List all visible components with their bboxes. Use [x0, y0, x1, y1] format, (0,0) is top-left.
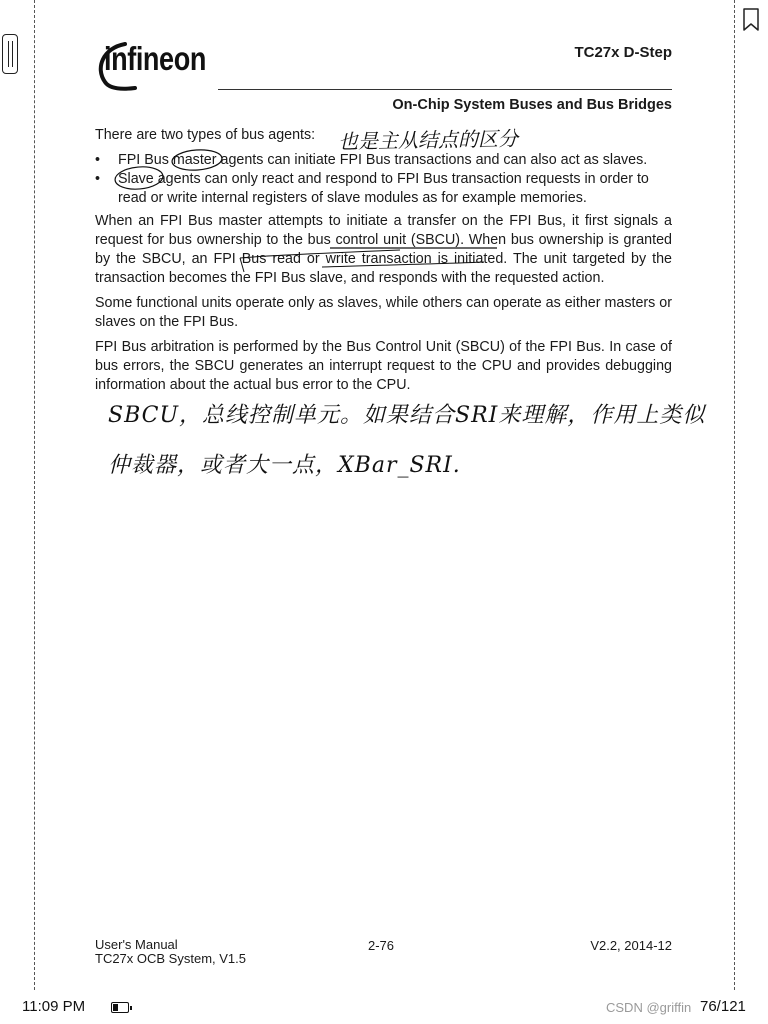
document-body — [95, 126, 672, 401]
section-title: On-Chip System Buses and Bus Bridges — [392, 97, 672, 113]
footer-manual: User's Manual — [95, 937, 178, 952]
handwritten-note: 也是主从结点的区分 — [337, 126, 519, 154]
left-margin-line — [34, 0, 35, 990]
paragraph: FPI Bus arbitration is performed by the Bus Control Unit (SBCU) of the FPI Bus. In case of bus errors, the SBCU generates an interrupt request to the CPU and provides debugging information about the actual bus error to the CPU. — [95, 339, 672, 393]
handwritten-note: 仲裁器，或者大一点，XBar_SRI. — [108, 453, 461, 478]
bullet-item: • Slave agents can only react and respond to FPI Bus transaction requests in order to read or write internal registers of slave modules as for example memories. — [95, 170, 672, 208]
paragraph: Some functional units operate only as slaves, while others can operate as either masters or slaves on the FPI Bus. — [95, 295, 672, 330]
handwritten-note: SBCU，总线控制单元。如果结合SRI来理解，作用上类似 — [108, 403, 706, 428]
right-margin-line — [734, 0, 735, 990]
paragraph: When an FPI Bus master attempts to initiate a transfer on the FPI Bus, it first signals a request for bus ownership to the bus control unit (SBCU). When bus ownership is granted by the SBCU, an FPI Bus read or write transaction is initiated. The unit targeted by the transaction becomes the FPI Bus slave, and responds with the requested action. — [95, 213, 672, 286]
logo-text: infineon — [104, 40, 206, 77]
bullet-item: • FPI Bus master agents can initiate FPI Bus transactions and can also act as slaves. — [95, 151, 672, 170]
bookmark-icon[interactable] — [742, 8, 760, 32]
doc-title: TC27x D-Step — [574, 44, 672, 61]
side-panel-handle-icon[interactable] — [2, 34, 18, 74]
page-counter[interactable]: 76/121 — [700, 998, 746, 1015]
intro-text: There are two types of bus agents: — [95, 127, 316, 143]
footer-left — [95, 938, 246, 966]
status-time: 11:09 PM — [22, 998, 86, 1015]
header-divider — [218, 89, 672, 90]
footer-version: V2.2, 2014-12 — [590, 938, 672, 953]
footer-subtitle: TC27x OCB System, V1.5 — [95, 951, 246, 966]
bullet-list — [95, 151, 672, 208]
battery-level — [113, 1004, 118, 1011]
footer-page: 2-76 — [368, 938, 395, 953]
watermark: CSDN @griffin — [606, 1000, 692, 1015]
battery-icon — [111, 1002, 129, 1013]
